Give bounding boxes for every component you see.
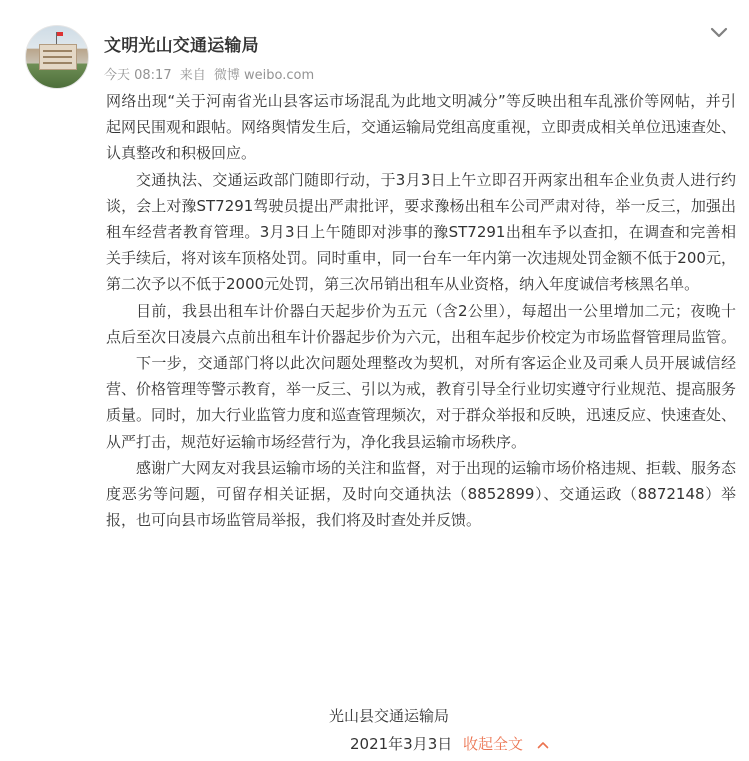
- user-name[interactable]: 文明光山交通运输局: [104, 36, 259, 56]
- post-meta: [104, 64, 318, 83]
- collapse-label[interactable]: 收起全文: [463, 735, 524, 753]
- paragraph-2: 交通执法、交通运政部门随即行动，于3月3日上午立即召开两家出租车企业负责人进行约谈，会上对豫ST7291驾驶员提出严肃批评，要求豫杨出租车公司严肃对待，举一反三，加强出租车经营者教育管理。3月3日上午随即对涉事的豫ST7291出租车予以查扣，在调查和完善相关手续后，将对该车顶格处罚。同时重申，同一台车一年内第一次违规处罚金额不低于200元，第二次予以不低于2000元处罚，第三次吊销出租车从业资格，纳入年度诚信考核黑名单。: [106, 170, 736, 294]
- building-icon: [39, 44, 77, 70]
- post-time[interactable]: 今天 08:17: [104, 68, 172, 83]
- signature-org: 光山县交通运输局: [329, 707, 450, 725]
- signature-row: [350, 733, 749, 754]
- paragraph-1: 网络出现“关于河南省光山县客运市场混乱为此地文明减分”等反映出租车乱涨价等网帖，并引起网民围观和跟帖。网络舆情发生后，交通运输局党组高度重视，立即责成相关单位迅速查处、认真整改和积极回应。: [106, 92, 737, 163]
- signature-date: 2021年3月3日: [350, 735, 453, 753]
- chevron-up-icon[interactable]: [537, 741, 549, 749]
- paragraph-4: 下一步，交通部门将以此次问题处理整改为契机，对所有客运企业及司乘人员开展诚信经营、价格管理等警示教育，举一反三、引以为戒，教育引导全行业切实遵守行业规范、提高服务质量。同时，加大行业监管力度和巡查管理频次，对于群众举报和反映，迅速反应、快速查处、从严打击，规范好运输市场经营行为，净化我县运输市场秩序。: [106, 354, 737, 451]
- avatar[interactable]: [25, 25, 89, 89]
- chevron-down-icon[interactable]: [709, 25, 729, 41]
- source-prefix: 来自: [179, 68, 206, 83]
- paragraph-3: 目前，我县出租车计价器白天起步价为五元（含2公里），每超出一公里增加二元；夜晚十点后至次日凌晨六点前出租车计价器起步价为六元，出租车起步价校定为市场监督管理局监管。: [106, 301, 737, 346]
- post-content: [106, 88, 736, 533]
- collapse-button[interactable]: [463, 735, 549, 753]
- paragraph-5: 感谢广大网友对我县运输市场的关注和监督，对于出现的运输市场价格违规、拒载、服务态度恶劣等问题，可留存相关证据，及时向交通执法（8852899）、交通运政（8872148）举报，也可向县市场监管局举报，我们将及时查处并反馈。: [106, 458, 737, 530]
- post-source[interactable]: 微博 weibo.com: [213, 68, 315, 83]
